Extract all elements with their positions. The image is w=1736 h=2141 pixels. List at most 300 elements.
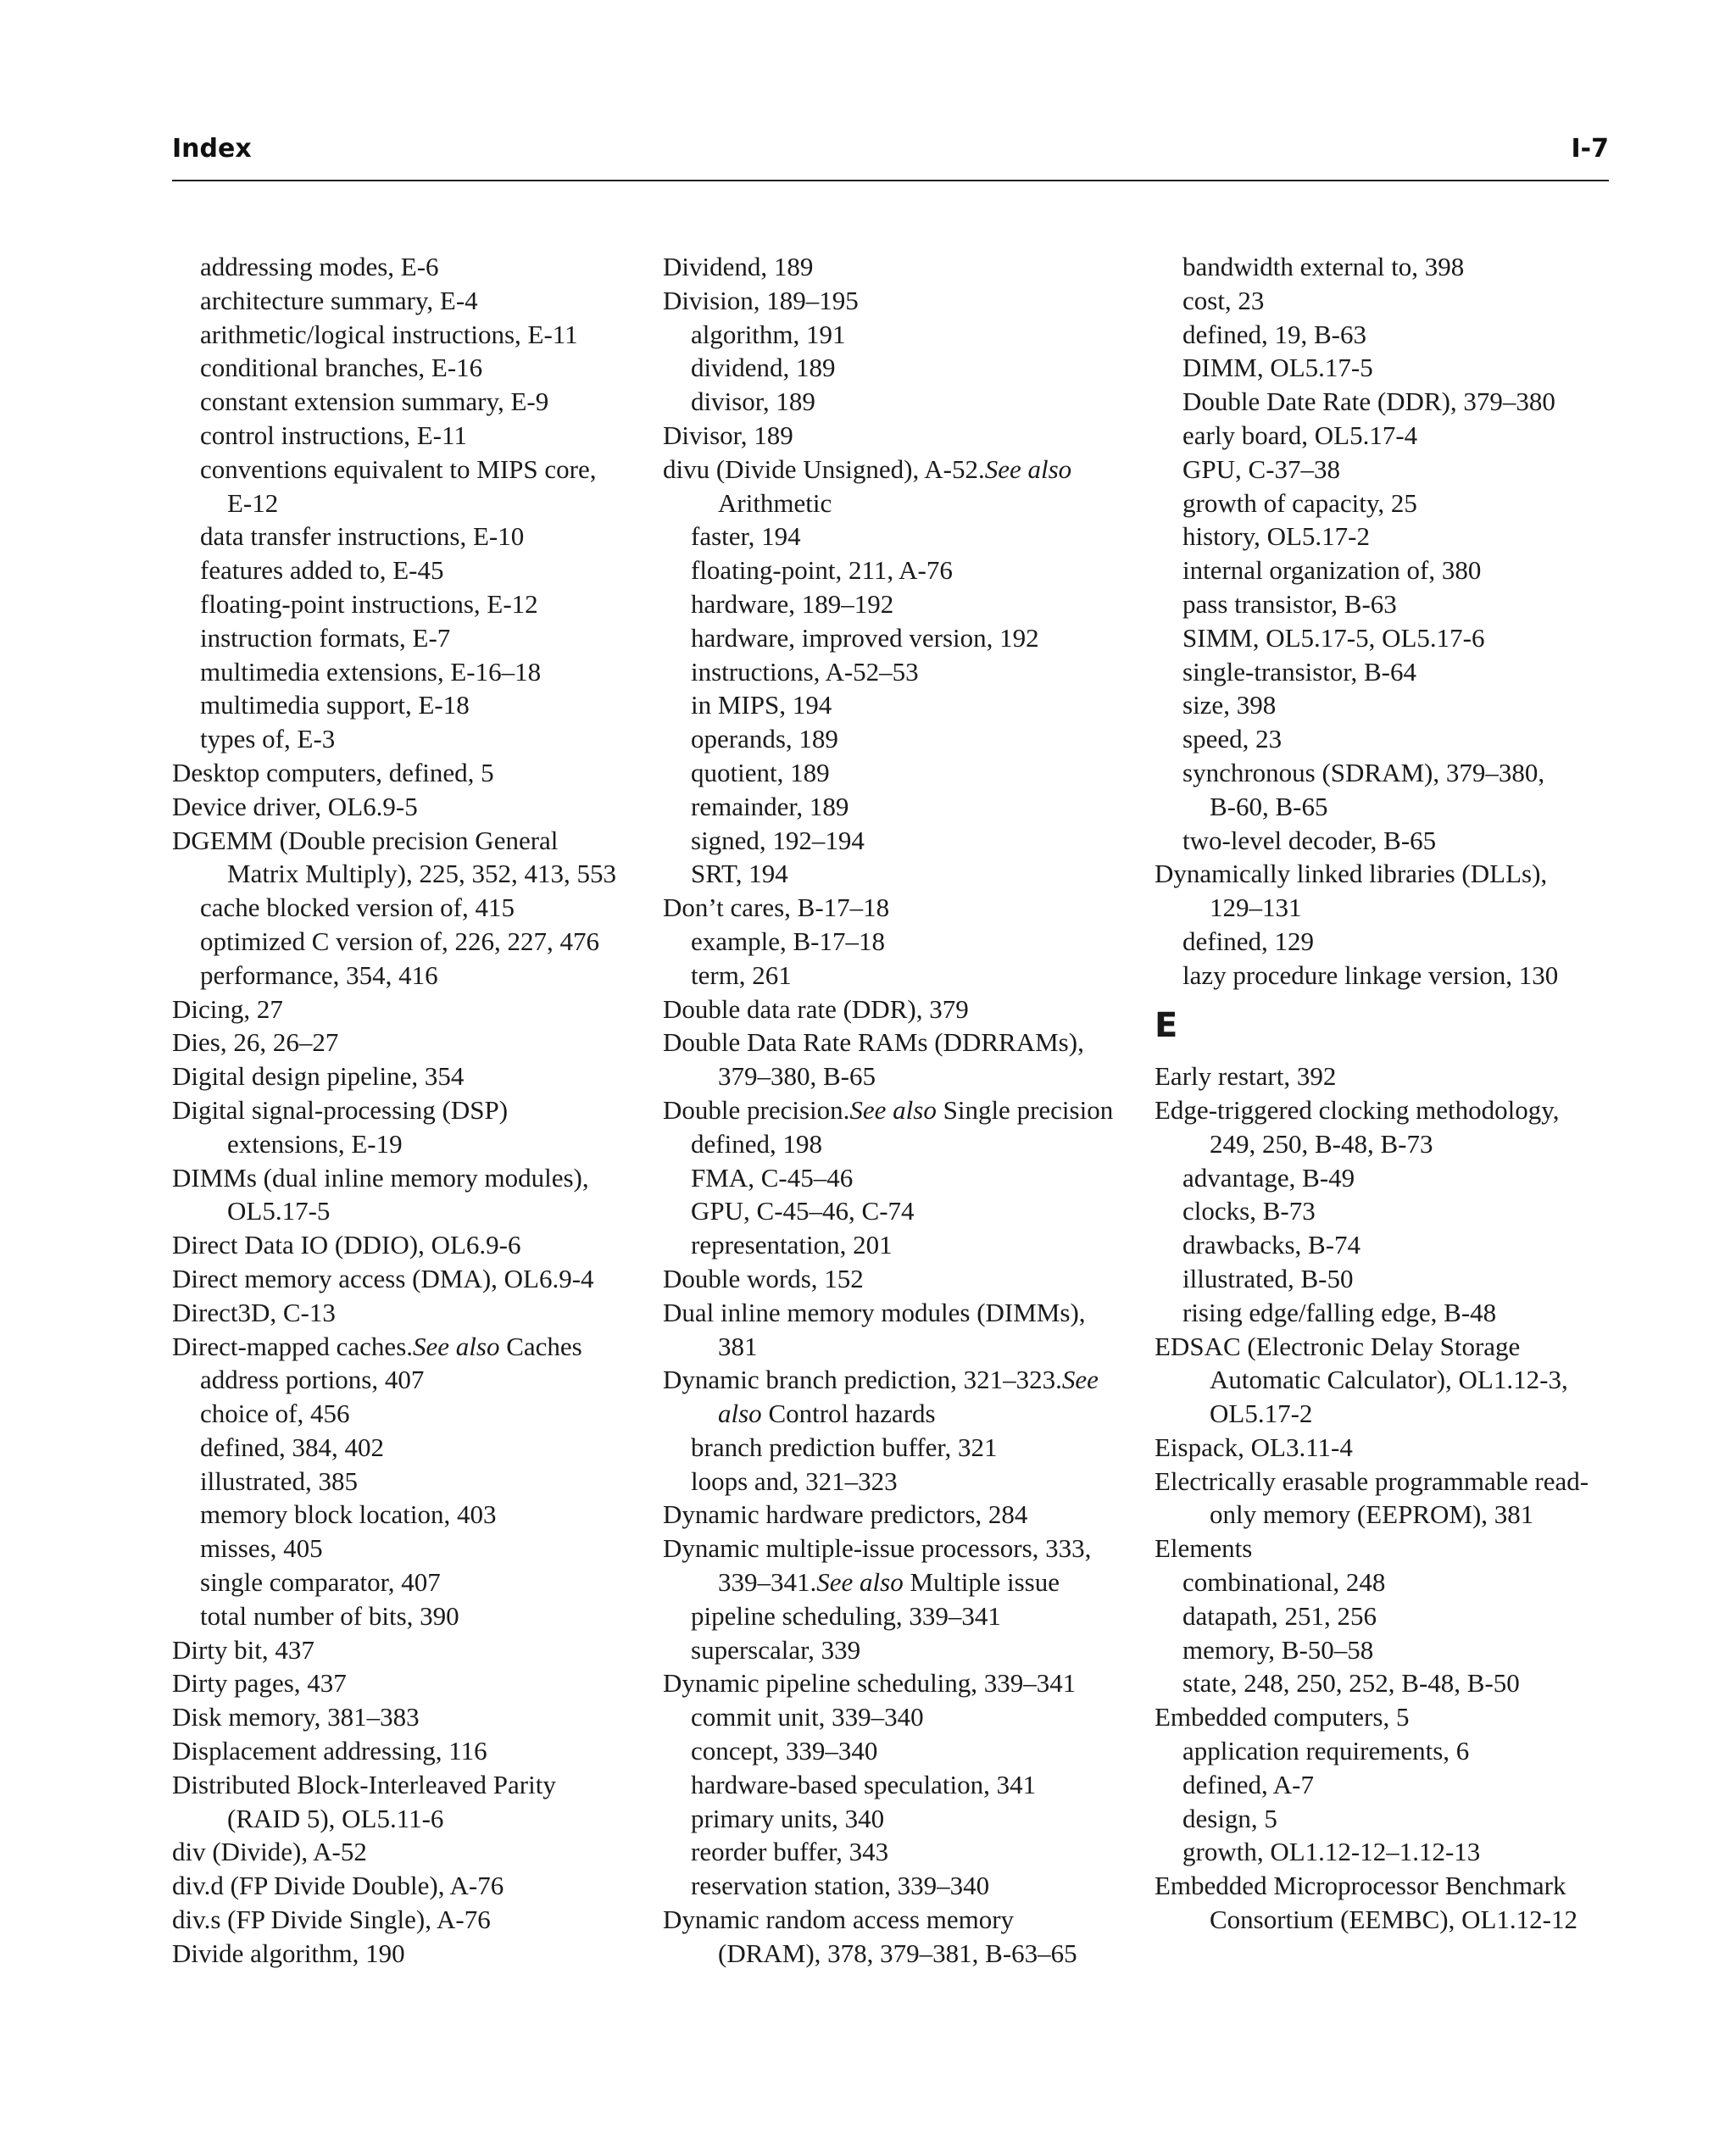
index-subentry [663,1768,1138,1802]
entry-text: defined, 384, 402 [200,1432,384,1462]
index-subentry [663,553,1138,587]
entry-text: Direct memory access (DMA), OL6.9-4 [172,1263,594,1293]
index-subentry [1155,1633,1629,1667]
entry-text: representation, 201 [691,1230,893,1260]
page-header [172,127,1609,181]
entry-text: SIMM, OL5.17-5, OL5.17-6 [1182,622,1485,653]
see-also-target: Single precision [936,1094,1114,1125]
entry-text: Dividend, 189 [663,252,814,281]
index-subentry [172,1465,647,1499]
index-subentry [1155,553,1629,587]
index-entry [1155,1059,1629,1093]
entry-text: div.s (FP Divide Single), A-76 [172,1905,491,1935]
see-also-target: Control hazards [761,1399,936,1429]
index-subentry [172,1397,647,1431]
index-entry [1155,1498,1629,1532]
see-also-ref: See also [413,1331,500,1361]
entry-text: Dynamically linked libraries (DLLs), [1155,859,1548,889]
index-subentry [1155,722,1629,756]
index-subentry [663,857,1138,891]
index-entry [172,1734,647,1768]
index-entry [663,1937,1138,1971]
index-subentry [663,790,1138,824]
entry-text: Digital design pipeline, 354 [172,1061,465,1092]
entry-text: defined, 198 [691,1128,822,1159]
entry-text: single comparator, 407 [200,1567,441,1598]
entry-text: operands, 189 [691,724,838,754]
index-entry [663,487,1138,520]
index-entry [172,1835,647,1869]
entry-text: (DRAM), 378, 379–381, B-63–65 [718,1938,1077,1968]
index-entry [1155,1363,1629,1397]
entry-text: advantage, B-49 [1182,1162,1355,1193]
entry-text: signed, 192–194 [691,825,865,855]
index-entry [172,1228,647,1262]
index-subentry [1155,1666,1629,1700]
index-entry [1155,1330,1629,1364]
entry-text: Automatic Calculator), OL1.12-3, [1210,1365,1568,1395]
index-subentry [663,925,1138,959]
entry-text: defined, A-7 [1182,1769,1314,1799]
entry-text: 249, 250, B-48, B-73 [1210,1128,1433,1159]
entry-text: branch prediction buffer, 321 [691,1432,998,1462]
entry-text: floating-point instructions, E-12 [200,588,538,619]
entry-text: Direct Data IO (DDIO), OL6.9-6 [172,1230,521,1260]
entry-text: Dynamic random access memory [663,1905,1015,1935]
entry-text: reorder buffer, 343 [691,1837,889,1867]
index-subentry [1155,284,1629,318]
index-subentry [172,1565,647,1599]
entry-text: commit unit, 339–340 [691,1702,924,1732]
entry-text: Double precision. [663,1094,850,1125]
entry-text: data transfer instructions, E-10 [200,521,525,552]
index-subentry [1155,419,1629,453]
index-subentry [172,688,647,722]
entry-text: SRT, 194 [691,859,788,889]
entry-text: pipeline scheduling, 339–341 [691,1600,1001,1631]
entry-text: growth, OL1.12-12–1.12-13 [1182,1837,1481,1867]
index-column-1 [172,250,647,1971]
entry-text: misses, 405 [200,1533,323,1564]
index-entry [1155,1397,1629,1431]
index-entry [172,1127,647,1161]
entry-text: multimedia support, E-18 [200,690,470,720]
entry-text: multimedia extensions, E-16–18 [200,656,542,687]
entry-text: Dicing, 27 [172,993,283,1024]
entry-text: growth of capacity, 25 [1182,487,1417,518]
index-subentry [172,655,647,689]
index-subentry [172,250,647,284]
entry-text: architecture summary, E-4 [200,285,478,315]
index-subentry [1155,756,1629,790]
index-subentry [663,722,1138,756]
entry-text: drawbacks, B-74 [1182,1230,1361,1260]
index-subentry [1155,1734,1629,1768]
index-subentry [663,1802,1138,1836]
index-subentry [172,351,647,385]
entry-text: Dynamic hardware predictors, 284 [663,1499,1028,1530]
entry-text: Divide algorithm, 190 [172,1938,405,1968]
index-subentry [663,1431,1138,1465]
entry-text: addressing modes, E-6 [200,252,439,281]
entry-text: OL5.17-2 [1210,1399,1313,1429]
index-subentry [1155,925,1629,959]
index-entry [1155,1127,1629,1161]
entry-text: hardware-based speculation, 341 [691,1769,1037,1799]
index-entry [172,1802,647,1836]
index-entry [172,1937,647,1971]
entry-text: internal organization of, 380 [1182,555,1482,586]
entry-text: illustrated, B-50 [1182,1263,1354,1293]
see-also-ref: also [718,1399,762,1429]
index-entry [172,1903,647,1937]
index-entry [172,1262,647,1296]
entry-text: control instructions, E-11 [200,420,467,450]
entry-text: application requirements, 6 [1182,1736,1470,1766]
entry-text: dividend, 189 [691,353,836,383]
index-subentry [663,1869,1138,1903]
entry-text: clocks, B-73 [1182,1196,1316,1226]
index-entry [1155,1700,1629,1734]
index-entry [663,1397,1138,1431]
entry-text: pass transistor, B-63 [1182,588,1397,619]
see-also-ref: See also [984,453,1072,484]
index-subentry [1155,1228,1629,1262]
index-subentry [172,925,647,959]
entry-text: instructions, A-52–53 [691,656,919,687]
index-subentry [172,1532,647,1565]
entry-text: faster, 194 [691,521,801,552]
index-entry [663,453,1138,487]
index-entry [663,1093,1138,1127]
entry-text: Dies, 26, 26–27 [172,1027,339,1058]
entry-text: datapath, 251, 256 [1182,1600,1377,1631]
entry-text: (RAID 5), OL5.11-6 [227,1803,444,1833]
entry-text: two-level decoder, B-65 [1182,825,1437,855]
entry-text: bandwidth external to, 398 [1182,252,1465,281]
index-subentry [172,1363,647,1397]
index-subentry [1155,1296,1629,1330]
index-subentry [663,1194,1138,1228]
index-subentry [663,1599,1138,1633]
entry-text: remainder, 189 [691,791,849,821]
entry-text: example, B-17–18 [691,926,886,956]
index-entry [663,1059,1138,1093]
index-entry [1155,891,1629,925]
entry-text: 339–341. [718,1567,817,1598]
index-entry [663,419,1138,453]
entry-text: Electrically erasable programmable read- [1155,1465,1589,1496]
entry-text: DGEMM (Double precision General [172,825,559,855]
index-subentry [1155,250,1629,284]
index-entry [1155,1869,1629,1903]
index-entry [172,1633,647,1667]
index-subentry [1155,487,1629,520]
index-entry [663,1565,1138,1599]
entry-text: Divisor, 189 [663,420,793,450]
entry-text: features added to, E-45 [200,555,444,586]
entry-text: conditional branches, E-16 [200,353,483,383]
entry-text: concept, 339–340 [691,1736,878,1766]
entry-text: history, OL5.17-2 [1182,521,1370,552]
entry-text: Digital signal-processing (DSP) [172,1094,509,1125]
entry-text: in MIPS, 194 [691,690,832,720]
entry-text: B-60, B-65 [1210,791,1328,821]
see-also-target: Multiple issue [903,1567,1060,1598]
entry-text: Matrix Multiply), 225, 352, 413, 553 [227,859,616,889]
see-also-ref: See also [816,1567,904,1598]
index-entry [172,756,647,790]
index-subentry [663,1161,1138,1195]
entry-text: Arithmetic [718,487,832,518]
entry-text: Double Date Rate (DDR), 379–380 [1182,386,1555,417]
index-subentry [663,1127,1138,1161]
index-entry [172,1026,647,1059]
index-entry [172,1161,647,1195]
index-entry [663,1666,1138,1700]
index-subentry [172,1599,647,1633]
entry-text: memory block location, 403 [200,1499,497,1530]
index-entry [172,1700,647,1734]
entry-text: term, 261 [691,959,792,990]
index-subentry [663,318,1138,352]
index-entry [663,1026,1138,1059]
entry-text: defined, 19, B-63 [1182,319,1366,349]
index-entry [172,1296,647,1330]
index-subentry [663,688,1138,722]
index-entry [663,1498,1138,1532]
entry-text: address portions, 407 [200,1365,425,1395]
index-subentry [1155,385,1629,419]
entry-text: Consortium (EEMBC), OL1.12-12 [1210,1905,1577,1935]
index-entry [1155,857,1629,891]
entry-text: Eispack, OL3.11-4 [1155,1432,1353,1462]
entry-text: combinational, 248 [1182,1567,1386,1598]
entry-text: cache blocked version of, 415 [200,893,515,923]
index-subentry [1155,587,1629,621]
entry-text: instruction formats, E-7 [200,622,451,653]
index-subentry [172,520,647,553]
index-subentry [1155,688,1629,722]
entry-text: DIMM, OL5.17-5 [1182,353,1373,383]
entry-text: Dual inline memory modules (DIMMs), [663,1297,1086,1327]
index-subentry [172,621,647,655]
entry-text: Double Data Rate RAMs (DDRRAMs), [663,1027,1084,1058]
see-also-ref: See [1061,1365,1099,1395]
index-subentry [1155,520,1629,553]
index-entry [172,1194,647,1228]
index-entry [663,1903,1138,1937]
index-subentry [1155,1768,1629,1802]
entry-text: superscalar, 339 [691,1634,861,1665]
index-subentry [1155,959,1629,993]
index-entry [172,824,647,858]
index-subentry [1155,1802,1629,1836]
entry-text: algorithm, 191 [691,319,846,349]
entry-text: floating-point, 211, A-76 [691,555,953,586]
index-subentry [663,587,1138,621]
index-subentry [663,1700,1138,1734]
see-also-ref: See also [849,1094,937,1125]
entry-text: Dynamic multiple-issue processors, 333, [663,1533,1092,1564]
entry-text: primary units, 340 [691,1803,885,1833]
index-subentry [1155,1835,1629,1869]
index-entry [172,1059,647,1093]
index-entry [663,1296,1138,1330]
entry-text: Dirty bit, 437 [172,1634,314,1665]
index-subentry [663,655,1138,689]
entry-text: choice of, 456 [200,1399,350,1429]
index-subentry [172,419,647,453]
index-subentry [172,722,647,756]
index-subentry [663,824,1138,858]
index-subentry [1155,351,1629,385]
index-subentry [663,351,1138,385]
entry-text: lazy procedure linkage version, 130 [1182,959,1559,990]
entry-text: hardware, improved version, 192 [691,622,1039,653]
entry-text: hardware, 189–192 [691,588,894,619]
index-subentry [663,385,1138,419]
index-subentry [172,284,647,318]
entry-text: FMA, C-45–46 [691,1162,854,1193]
entry-text: defined, 129 [1182,926,1314,956]
entry-text: Disk memory, 381–383 [172,1702,420,1732]
index-entry [1155,1093,1629,1127]
entry-text: 129–131 [1210,893,1302,923]
entry-text: divu (Divide Unsigned), A-52. [663,453,985,484]
entry-text: Dirty pages, 437 [172,1668,347,1699]
index-subentry [172,587,647,621]
page-number: I-7 [1571,134,1609,164]
entry-text: performance, 354, 416 [200,959,438,990]
index-subentry [172,385,647,419]
index-entry [663,284,1138,318]
index-subentry [1155,790,1629,824]
index-entry [172,1093,647,1127]
entry-text: quotient, 189 [691,757,830,787]
entry-text: GPU, C-37–38 [1182,453,1341,484]
index-entry [1155,1465,1629,1499]
index-subentry [663,1633,1138,1667]
index-subentry [663,1465,1138,1499]
entry-text: div.d (FP Divide Double), A-76 [172,1871,504,1901]
index-subentry [172,891,647,925]
index-subentry [172,553,647,587]
entry-text: Early restart, 392 [1155,1061,1337,1092]
index-subentry [1155,621,1629,655]
index-subentry [172,318,647,352]
index-entry [172,993,647,1026]
entry-text: types of, E-3 [200,724,336,754]
entry-text: single-transistor, B-64 [1182,656,1417,687]
index-entry [172,1768,647,1802]
index-entry [663,250,1138,284]
entry-text: div (Divide), A-52 [172,1837,367,1867]
entry-text: arithmetic/logical instructions, E-11 [200,319,578,349]
entry-text: conventions equivalent to MIPS core, [200,453,597,484]
index-subentry [663,1734,1138,1768]
index-entry [172,1666,647,1700]
index-entry [1155,1532,1629,1565]
index-letter-heading: E [1155,1005,1178,1045]
entry-text: Elements [1155,1533,1253,1564]
entry-text: Direct-mapped caches. [172,1331,414,1361]
index-entry [172,790,647,824]
index-subentry [172,1431,647,1465]
entry-text: Division, 189–195 [663,285,859,315]
index-subentry [1155,1262,1629,1296]
entry-text: Don’t cares, B-17–18 [663,893,890,923]
index-subentry [663,520,1138,553]
index-entry [172,857,647,891]
entry-text: Displacement addressing, 116 [172,1736,487,1766]
entry-text: total number of bits, 390 [200,1600,459,1631]
index-subentry [663,1228,1138,1262]
index-subentry [172,1498,647,1532]
entry-text: 381 [718,1331,758,1361]
entry-text: Direct3D, C-13 [172,1297,336,1327]
index-subentry [1155,453,1629,487]
index-entry [1155,1903,1629,1937]
index-subentry [663,621,1138,655]
entry-text: Double data rate (DDR), 379 [663,993,969,1024]
index-entry [1155,1431,1629,1465]
entry-text: Edge-triggered clocking methodology, [1155,1094,1560,1125]
entry-text: GPU, C-45–46, C-74 [691,1196,915,1226]
entry-text: Embedded Microprocessor Benchmark [1155,1871,1566,1901]
index-entry [663,1363,1138,1397]
entry-text: early board, OL5.17-4 [1182,420,1418,450]
index-subentry [1155,1565,1629,1599]
index-subentry [663,959,1138,993]
entry-text: size, 398 [1182,690,1277,720]
entry-text: extensions, E-19 [227,1128,403,1159]
entry-text: Desktop computers, defined, 5 [172,757,494,787]
entry-text: memory, B-50–58 [1182,1634,1374,1665]
index-subentry [663,1835,1138,1869]
entry-text: Embedded computers, 5 [1155,1702,1410,1732]
index-entry [663,891,1138,925]
entry-text: illustrated, 385 [200,1465,358,1496]
index-entry [663,1330,1138,1364]
entry-text: 379–380, B-65 [718,1061,876,1092]
entry-text: rising edge/falling edge, B-48 [1182,1297,1497,1327]
entry-text: Device driver, OL6.9-5 [172,791,418,821]
entry-text: OL5.17-5 [227,1196,331,1226]
index-subentry [1155,824,1629,858]
entry-text: state, 248, 250, 252, B-48, B-50 [1182,1668,1520,1699]
index-subentry [172,487,647,520]
index-subentry [172,959,647,993]
index-subentry [1155,655,1629,689]
entry-text: Dynamic pipeline scheduling, 339–341 [663,1668,1077,1699]
see-also-target: Caches [499,1331,582,1361]
index-subentry [663,756,1138,790]
entry-text: EDSAC (Electronic Delay Storage [1155,1331,1521,1361]
entry-text: E-12 [227,487,279,518]
index-column-3 [1155,250,1629,1937]
entry-text: cost, 23 [1182,285,1265,315]
index-entry [663,1532,1138,1565]
entry-text: optimized C version of, 226, 227, 476 [200,926,599,956]
index-entry [172,1330,647,1364]
index-entry [172,1869,647,1903]
entry-text: only memory (EEPROM), 381 [1210,1499,1534,1530]
index-column-2 [663,250,1138,1971]
entry-text: design, 5 [1182,1803,1277,1833]
index-subentry [172,453,647,487]
entry-text: Dynamic branch prediction, 321–323. [663,1365,1062,1395]
